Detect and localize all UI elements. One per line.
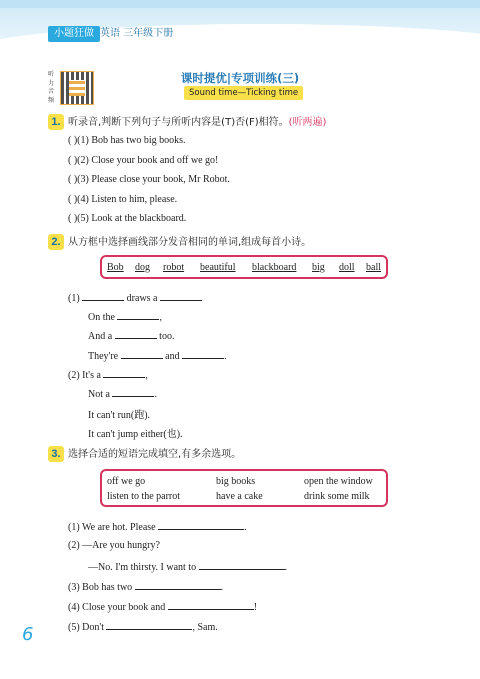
page-number: 6 (22, 624, 34, 645)
fill-item (68, 620, 218, 633)
word-option: big (312, 262, 325, 273)
answer-blank[interactable] (182, 349, 224, 359)
phrase-option: open the window (304, 476, 373, 487)
word-option: doll (339, 262, 355, 273)
answer-blank[interactable] (199, 560, 285, 570)
section-instruction: 听录音,判断下列句子与所听内容是(T)否(F)相符。 (68, 117, 289, 128)
poem-1-line-2 (88, 310, 162, 323)
poem-text: Not a (88, 389, 110, 400)
word-option: beautiful (200, 262, 236, 273)
answer-blank[interactable] (106, 620, 192, 630)
item-label: (1) (68, 293, 80, 304)
poem-text: draws a (126, 293, 158, 304)
poem-1-line-4 (88, 349, 227, 362)
poem-1-line-3 (88, 329, 174, 342)
page-subtitle: Sound time—Ticking time (184, 86, 303, 100)
judge-item: ( )(1) Bob has two big books. (68, 135, 186, 146)
poem-text: and (165, 351, 180, 362)
phrase-option: drink some milk (304, 491, 370, 502)
answer-blank[interactable] (121, 349, 163, 359)
word-box (100, 255, 388, 279)
judge-item: ( )(2) Close your book and off we go! (68, 155, 219, 166)
item-label: (3) (68, 582, 80, 593)
phrase-option: listen to the parrot (107, 491, 181, 502)
page-title: 课时提优|专项训练(三) (180, 71, 300, 85)
answer-blank[interactable] (158, 520, 244, 530)
item-label: (5) (68, 622, 80, 633)
section-instruction: 选择合适的短语完成填空,有多余选项。 (68, 449, 242, 460)
section-instruction: 从方框中选择画线部分发音相同的单词,组成每首小诗。 (68, 237, 312, 248)
phrase-option: have a cake (216, 491, 263, 502)
section-3-heading (48, 445, 241, 462)
fill-item (68, 580, 223, 593)
poem-text: They're (88, 351, 119, 362)
poem-text: And a (88, 331, 113, 342)
subject-label: 英语 三年级下册 (100, 28, 174, 39)
word-option: robot (163, 262, 185, 273)
fill-item (68, 540, 160, 551)
word-option: dog (135, 262, 150, 273)
answer-blank[interactable] (112, 387, 154, 397)
poem-text: , (159, 312, 162, 323)
fill-item (68, 520, 247, 533)
section-1-heading (48, 113, 326, 130)
answer-blank[interactable] (117, 310, 159, 320)
section-number: 2. (48, 234, 64, 250)
poem-text: . (154, 389, 157, 400)
answer-blank[interactable] (160, 291, 202, 301)
item-label: (2) (68, 540, 80, 551)
judge-item: ( )(4) Listen to him, please. (68, 194, 178, 205)
answer-blank[interactable] (82, 291, 124, 301)
fill-item (68, 600, 257, 613)
poem-text: . (224, 351, 227, 362)
poem-2-line-1 (68, 368, 148, 381)
judge-item: ( )(5) Look at the blackboard. (68, 213, 187, 224)
phrase-box (100, 469, 388, 507)
poem-2-line-2 (88, 387, 157, 400)
item-text: . (244, 522, 247, 533)
header-stripe (0, 0, 480, 8)
item-text: ! (253, 602, 258, 613)
qr-label: 听力音频 (48, 71, 55, 104)
answer-blank[interactable] (103, 368, 145, 378)
word-option: ball (366, 262, 381, 273)
poem-2-line-3: It can't run(跑). (88, 410, 151, 421)
item-text: Bob has two (82, 582, 133, 593)
item-text: Close your book and (82, 602, 166, 613)
phrase-option: big books (216, 476, 256, 487)
poem-text: On the (88, 312, 115, 323)
section-number: 3. (48, 446, 64, 462)
item-text: —No. I'm thirsty. I want to (88, 562, 197, 573)
section-number: 1. (48, 114, 64, 130)
item-text: . (220, 582, 224, 593)
item-label: (1) (68, 522, 80, 533)
poem-2-line-4: It can't jump either(也). (88, 429, 183, 440)
word-option: blackboard (252, 262, 297, 273)
phrase-option: off we go (107, 476, 146, 487)
section-2-heading (48, 233, 311, 250)
word-option: Bob (107, 262, 124, 273)
poem-text: , (145, 370, 148, 381)
item-label: (2) (68, 370, 80, 381)
answer-blank[interactable] (168, 600, 254, 610)
item-text: Don't (82, 622, 104, 633)
judge-item: ( )(3) Please close your book, Mr Robot. (68, 174, 230, 185)
item-text: —Are you hungry? (82, 540, 160, 551)
answer-blank[interactable] (135, 580, 221, 590)
item-text: We are hot. Please (82, 522, 156, 533)
item-text: , Sam. (192, 622, 218, 633)
item-label: (4) (68, 602, 80, 613)
poem-text: It's a (82, 370, 101, 381)
answer-blank[interactable] (115, 329, 157, 339)
poem-text: too. (159, 331, 175, 342)
fill-item (88, 560, 287, 573)
item-text: . (284, 562, 288, 573)
section-note: (听两遍) (288, 117, 327, 128)
poem-1-line-1 (68, 291, 202, 304)
series-badge: 小题狂做 (48, 26, 100, 42)
